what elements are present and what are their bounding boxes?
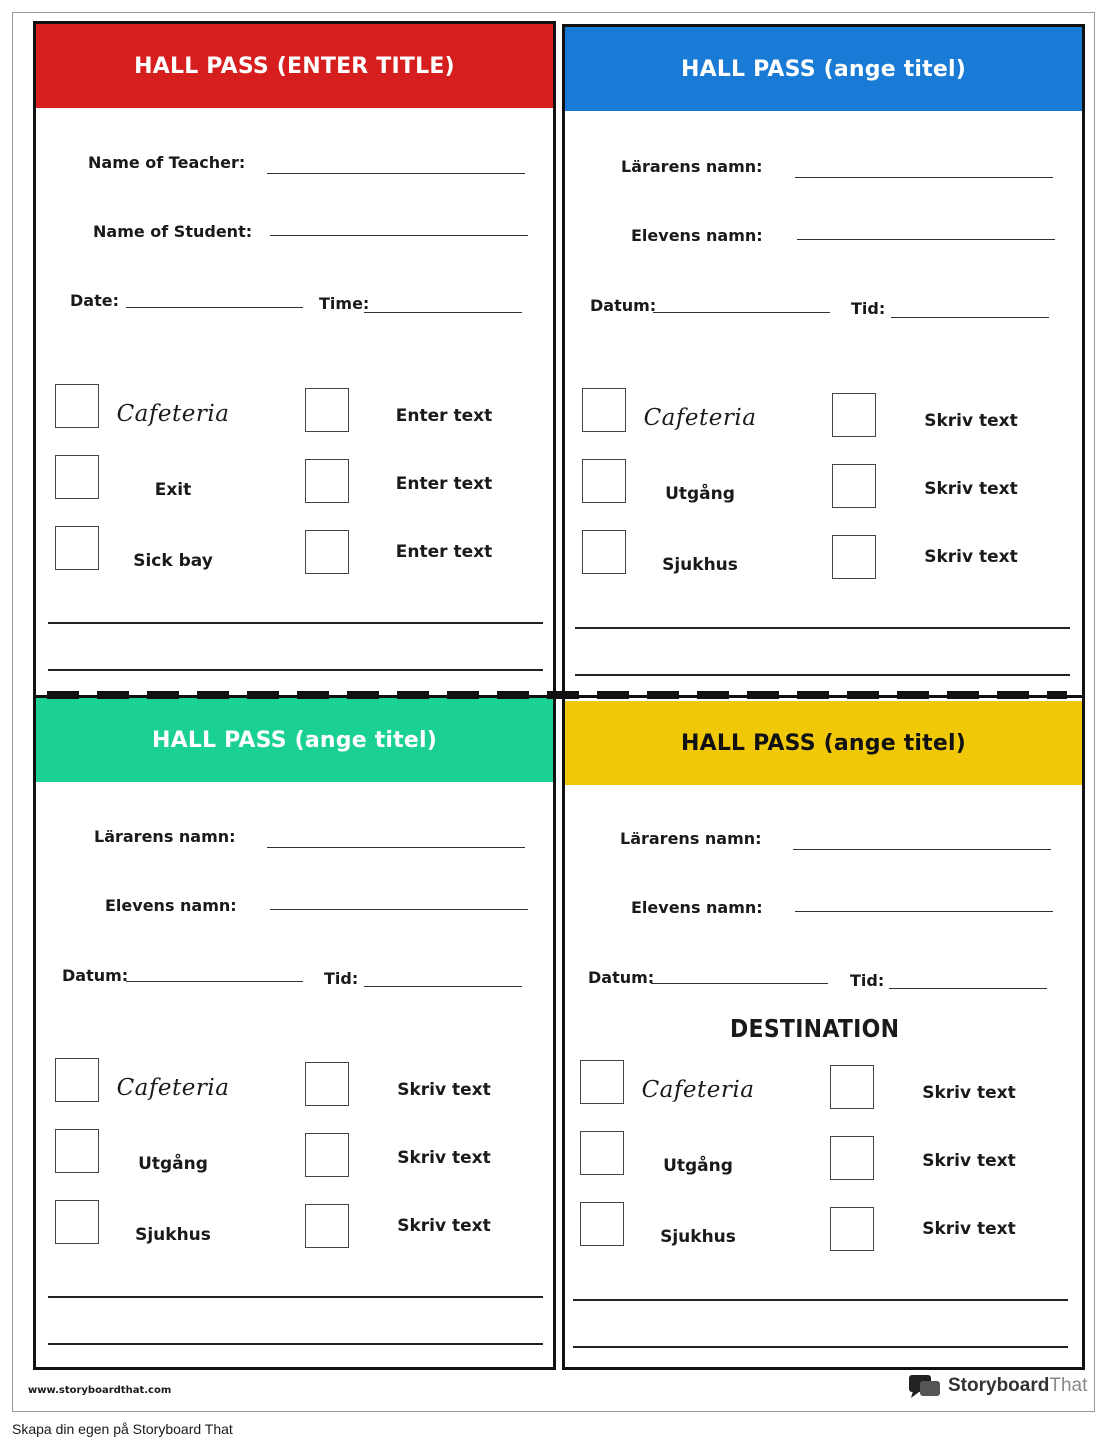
storyboardthat-logo: [908, 1373, 1087, 1399]
pass-header: [565, 701, 1082, 785]
date-label: Datum:: [62, 966, 129, 985]
notes-line-2[interactable]: [573, 1346, 1068, 1348]
checkbox-right-3[interactable]: [305, 1204, 349, 1248]
notes-line-1[interactable]: [573, 1299, 1068, 1301]
option-right-2: Skriv text: [922, 1151, 1016, 1171]
date-field[interactable]: [126, 307, 303, 308]
pass-header: [36, 24, 553, 108]
destination-heading: DESTINATION: [730, 1014, 900, 1043]
date-field[interactable]: [653, 312, 830, 313]
option-left-1: Cafeteria: [643, 405, 757, 431]
date-label: Datum:: [588, 968, 655, 987]
option-right-2: Skriv text: [397, 1148, 491, 1168]
time-field[interactable]: [364, 986, 522, 987]
notes-line-2[interactable]: [575, 674, 1070, 676]
brand-word-b: That: [1049, 1375, 1088, 1396]
teacher-name-field[interactable]: [795, 177, 1053, 178]
student-name-field[interactable]: [270, 235, 528, 236]
option-left-2: Utgång: [665, 484, 735, 504]
option-left-1: Cafeteria: [116, 1075, 230, 1101]
student-name-field[interactable]: [270, 909, 528, 910]
student-name-field[interactable]: [795, 911, 1053, 912]
checkbox-right-3[interactable]: [830, 1207, 874, 1251]
notes-line-2[interactable]: [48, 669, 543, 671]
pass-header: [36, 698, 553, 782]
option-right-3: Skriv text: [922, 1219, 1016, 1239]
speech-bubble-icon: [908, 1373, 942, 1399]
student-name-field[interactable]: [797, 239, 1055, 240]
option-left-1: Cafeteria: [116, 401, 230, 427]
teacher-label: Name of Teacher:: [88, 153, 246, 172]
pass-title: HALL PASS (ENTER TITLE): [134, 53, 455, 79]
cut-line: [47, 691, 1067, 699]
checkbox-right-1[interactable]: [305, 388, 349, 432]
hall-pass-4: [562, 695, 1085, 1370]
student-label: Elevens namn:: [631, 226, 763, 245]
time-field[interactable]: [889, 988, 1047, 989]
checkbox-right-2[interactable]: [830, 1136, 874, 1180]
pass-title: HALL PASS (ange titel): [680, 56, 966, 82]
time-label: Tid:: [851, 299, 886, 318]
time-field[interactable]: [364, 312, 522, 313]
time-label: Tid:: [324, 969, 359, 988]
option-right-3: Skriv text: [397, 1216, 491, 1236]
option-right-1: Skriv text: [922, 1083, 1016, 1103]
teacher-label: Lärarens namn:: [620, 829, 762, 848]
checkbox-right-1[interactable]: [305, 1062, 349, 1106]
notes-line-1[interactable]: [48, 622, 543, 624]
checkbox-right-2[interactable]: [305, 459, 349, 503]
student-label: Name of Student:: [93, 222, 253, 241]
option-right-2: Enter text: [395, 474, 493, 494]
create-your-own-caption: Skapa din egen på Storyboard That: [12, 1421, 233, 1437]
pass-title: HALL PASS (ange titel): [680, 730, 966, 756]
checkbox-right-1[interactable]: [830, 1065, 874, 1109]
checkbox-right-2[interactable]: [305, 1133, 349, 1177]
option-left-3: Sick bay: [133, 551, 213, 571]
time-label: Tid:: [850, 971, 885, 990]
option-right-2: Skriv text: [924, 479, 1018, 499]
checkbox-right-3[interactable]: [305, 530, 349, 574]
teacher-label: Lärarens namn:: [621, 157, 763, 176]
notes-line-1[interactable]: [48, 1296, 543, 1298]
time-label: Time:: [319, 294, 370, 313]
teacher-name-field[interactable]: [793, 849, 1051, 850]
option-left-3: Sjukhus: [662, 555, 738, 575]
pass-title: HALL PASS (ange titel): [151, 727, 437, 753]
option-left-1: Cafeteria: [641, 1077, 755, 1103]
brand-wordmark: [948, 1375, 1087, 1397]
notes-line-2[interactable]: [48, 1343, 543, 1345]
option-left-3: Sjukhus: [135, 1225, 211, 1245]
brand-word-a: Storyboard: [948, 1375, 1050, 1396]
option-left-2: Utgång: [663, 1156, 733, 1176]
teacher-name-field[interactable]: [267, 173, 525, 174]
hall-pass-3: [33, 695, 556, 1370]
notes-line-1[interactable]: [575, 627, 1070, 629]
checkbox-right-2[interactable]: [832, 464, 876, 508]
option-right-1: Enter text: [395, 406, 493, 426]
option-right-1: Skriv text: [924, 411, 1018, 431]
footer-url[interactable]: www.storyboardthat.com: [28, 1385, 172, 1396]
option-left-3: Sjukhus: [660, 1227, 736, 1247]
option-right-3: Enter text: [395, 542, 493, 562]
teacher-name-field[interactable]: [267, 847, 525, 848]
hall-pass-2: [562, 24, 1085, 699]
date-field[interactable]: [651, 983, 828, 984]
date-label: Date:: [70, 291, 119, 310]
checkbox-right-1[interactable]: [832, 393, 876, 437]
date-label: Datum:: [590, 296, 657, 315]
student-label: Elevens namn:: [105, 896, 237, 915]
hall-pass-1: [33, 21, 556, 699]
time-field[interactable]: [891, 317, 1049, 318]
option-right-3: Skriv text: [924, 547, 1018, 567]
option-left-2: Exit: [154, 480, 192, 500]
pass-header: [565, 27, 1082, 111]
teacher-label: Lärarens namn:: [94, 827, 236, 846]
option-left-2: Utgång: [138, 1154, 208, 1174]
student-label: Elevens namn:: [631, 898, 763, 917]
checkbox-right-3[interactable]: [832, 535, 876, 579]
date-field[interactable]: [126, 981, 303, 982]
option-right-1: Skriv text: [397, 1080, 491, 1100]
